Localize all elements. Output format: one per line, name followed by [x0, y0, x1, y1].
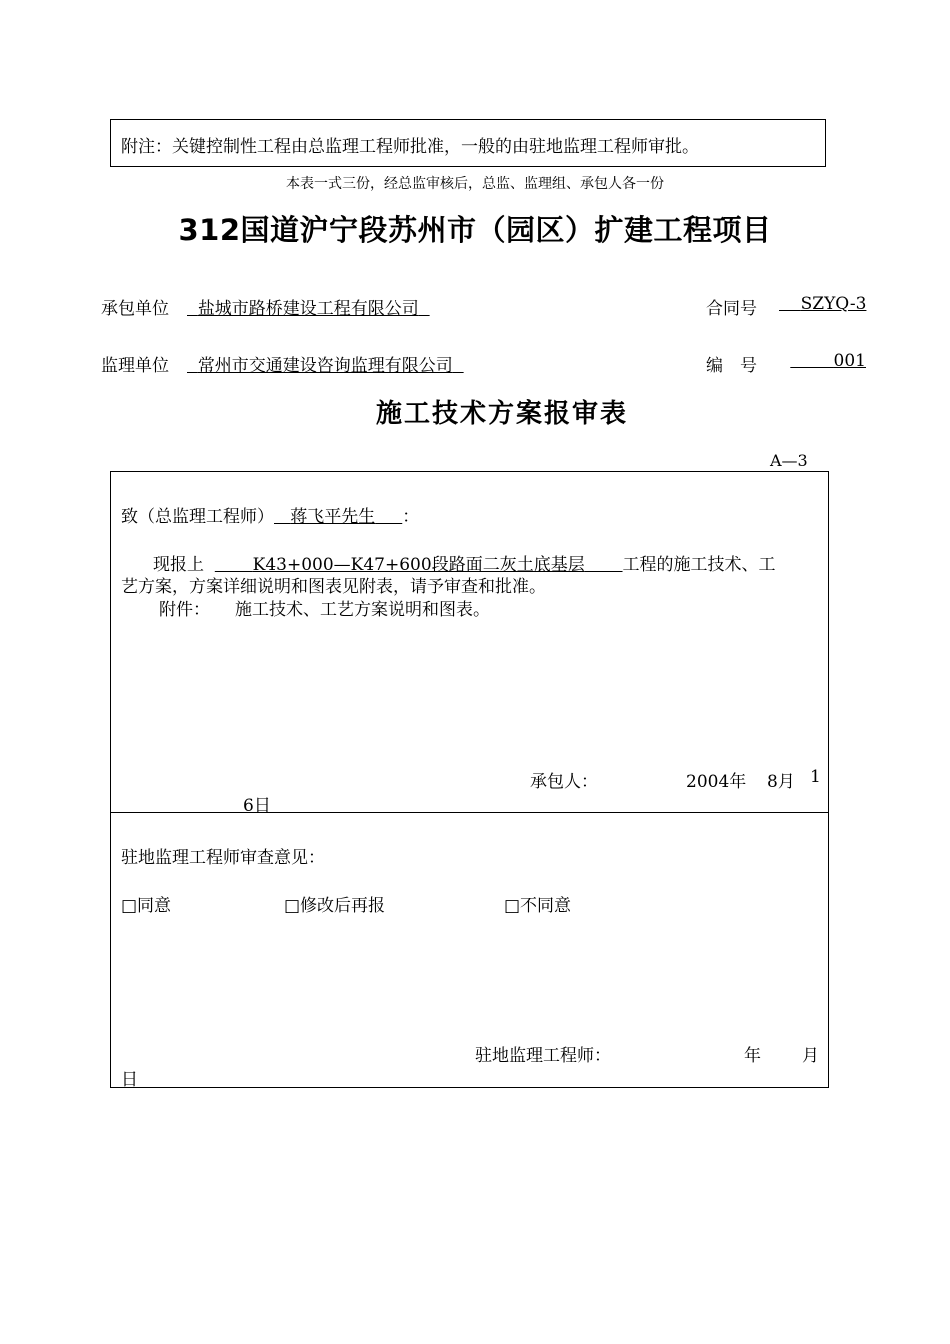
contractor-sign-label: 承包人：: [530, 772, 598, 792]
date-year: 2004年: [686, 772, 747, 792]
main-form-table: [110, 471, 829, 1088]
date-day-part2: 6日: [243, 796, 271, 816]
supervisor-value: [187, 351, 464, 376]
form-code: A—3: [770, 451, 808, 470]
copies-note: 本表一式三份，经总监审核后，总监、监理组、承包人各一份: [286, 176, 664, 192]
note-text: 附注：关键控制性工程由总监理工程师批准，一般的由驻地监理工程师审批。: [121, 137, 699, 157]
contract-no-label: 合同号: [706, 299, 757, 319]
addressee-name-text: 蒋飞平先生: [290, 507, 376, 527]
option-agree-checkbox[interactable]: □同意: [121, 896, 172, 916]
supervisor-value-text: 常州市交通建设咨询监理有限公司: [197, 356, 453, 376]
review-day-label: 日: [121, 1070, 138, 1090]
addressee-suffix: ：: [402, 507, 420, 527]
form-title: 施工技术方案报审表: [375, 399, 628, 429]
date-day-part1: 1: [810, 767, 821, 787]
addressee-name: [274, 507, 402, 527]
attachment-label: 附件：: [159, 600, 210, 620]
serial-value-text: 001: [833, 351, 866, 371]
attachment-text: 施工技术、工艺方案说明和图表。: [235, 600, 490, 620]
report-item-text: K43+000—K47+600段路面二灰土底基层: [252, 555, 585, 575]
date-month: 8月: [767, 772, 795, 792]
addressee-prefix: 致（总监理工程师）: [121, 507, 274, 527]
note-box: [110, 119, 826, 167]
review-year-label: 年: [744, 1046, 761, 1066]
project-title: 312国道沪宁段苏州市（园区）扩建工程项目: [178, 213, 772, 247]
contractor-value-text: 盐城市路桥建设工程有限公司: [197, 299, 419, 319]
serial-value: [779, 351, 866, 371]
section-divider: [111, 812, 828, 813]
option-disagree-checkbox[interactable]: □不同意: [504, 896, 572, 916]
supervisor-label: 监理单位: [101, 356, 169, 376]
review-month-label: 月: [802, 1046, 819, 1066]
report-line-2: 艺方案，方案详细说明和图表见附表，请予审查和批准。: [121, 577, 546, 597]
serial-label: 编 号: [706, 356, 757, 376]
report-suffix: 工程的施工技术、工: [622, 555, 776, 575]
contractor-label: 承包单位: [101, 299, 169, 319]
review-title: 驻地监理工程师审查意见：: [121, 848, 325, 868]
contractor-value: [187, 294, 455, 319]
option-revise-checkbox[interactable]: □修改后再报: [284, 896, 386, 916]
report-prefix: 现报上: [153, 555, 204, 575]
contract-no-value-text: SZYQ-3: [800, 294, 867, 314]
contract-no-value: [779, 294, 866, 314]
addressee-line: [121, 502, 419, 527]
resident-engineer-sign-label: 驻地监理工程师：: [475, 1046, 611, 1066]
